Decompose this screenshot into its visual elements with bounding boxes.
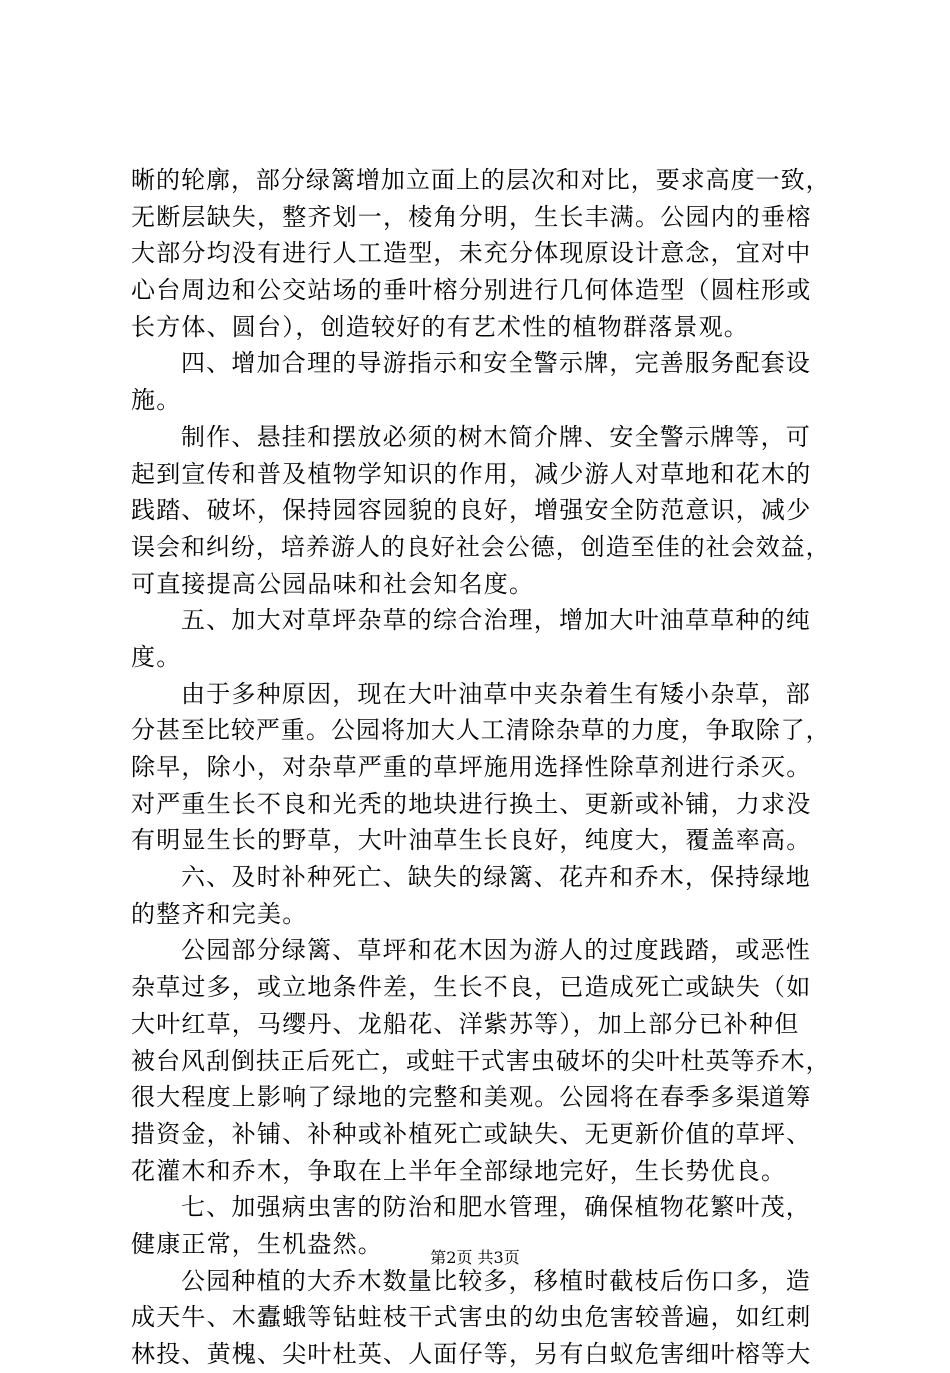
text-line: 的整齐和完美。 xyxy=(131,899,308,928)
text-line: 对严重生长不良和光秃的地块进行换土、更新或补铺，力求没 xyxy=(131,789,812,818)
text-line: 大叶红草，马缨丹、龙船花、洋紫苏等），加上部分已补种但 xyxy=(131,1009,800,1038)
text-line: 被台风刮倒扶正后死亡，或蛀干式害虫破坏的尖叶杜英等乔木， xyxy=(131,1046,831,1075)
text-line: 四、增加合理的导游指示和安全警示牌，完善服务配套设 xyxy=(181,349,811,378)
text-line: 晰的轮廓，部分绿篱增加立面上的层次和对比，要求高度一致， xyxy=(131,166,831,194)
text-line: 健康正常，生机盎然。 xyxy=(131,1229,383,1258)
text-line: 践踏、破坏，保持园容园貌的良好，增强安全防范意识，减少 xyxy=(131,496,812,525)
text-line: 六、及时补种死亡、缺失的绿篱、花卉和乔木，保持绿地 xyxy=(181,863,811,892)
text-line: 心台周边和公交站场的垂叶榕分别进行几何体造型（圆柱形或 xyxy=(131,276,812,305)
text-line: 成天牛、木蠹蛾等钻蛀枝干式害虫的幼虫危害较普遍，如红刺 xyxy=(131,1303,812,1332)
text-line: 可直接提高公园品味和社会知名度。 xyxy=(131,569,535,598)
text-line: 措资金，补铺、补种或补植死亡或缺失、无更新价值的草坪、 xyxy=(131,1119,812,1148)
text-line: 有明显生长的野草，大叶油草生长良好，纯度大，覆盖率高。 xyxy=(131,826,812,855)
text-line: 误会和纠纷，培养游人的良好社会公德，创造至佳的社会效益， xyxy=(131,532,831,561)
text-line: 公园部分绿篱、草坪和花木因为游人的过度践踏，或恶性 xyxy=(181,936,811,965)
text-line: 由于多种原因，现在大叶油草中夹杂着生有矮小杂草，部 xyxy=(181,679,811,708)
text-line: 制作、悬挂和摆放必须的树木简介牌、安全警示牌等，可 xyxy=(181,422,811,451)
text-line: 公园种植的大乔木数量比较多，移植时截枝后伤口多，造 xyxy=(181,1266,811,1295)
page-number-footer: 第2页 共3页 xyxy=(430,1248,520,1267)
text-line: 杂草过多，或立地条件差，生长不良，已造成死亡或缺失（如 xyxy=(131,973,812,1002)
document-body xyxy=(131,162,831,1373)
text-line: 大部分均没有进行人工造型，未充分体现原设计意念，宜对中 xyxy=(131,239,812,268)
text-line: 长方体、圆台），创造较好的有艺术性的植物群落景观。 xyxy=(131,312,749,341)
text-line: 度。 xyxy=(131,642,182,671)
text-line: 七、加强病虫害的防治和肥水管理，确保植物花繁叶茂， xyxy=(181,1193,811,1222)
text-line: 五、加大对草坪杂草的综合治理，增加大叶油草草种的纯 xyxy=(181,606,811,635)
text-line: 林投、黄槐、尖叶杜英、人面仔等，另有白蚁危害细叶榕等大 xyxy=(131,1340,812,1368)
text-line: 很大程度上影响了绿地的完整和美观。公园将在春季多渠道筹 xyxy=(131,1083,812,1112)
text-line: 无断层缺失，整齐划一，棱角分明，生长丰满。公园内的垂榕 xyxy=(131,202,812,231)
text-line: 除早，除小，对杂草严重的草坪施用选择性除草剂进行杀灭。 xyxy=(131,753,812,781)
text-line: 花灌木和乔木，争取在上半年全部绿地完好，生长势优良。 xyxy=(131,1156,787,1185)
text-line: 分甚至比较严重。公园将加大人工清除杂草的力度，争取除了， xyxy=(131,716,831,745)
text-line: 起到宣传和普及植物学知识的作用，减少游人对草地和花木的 xyxy=(131,459,812,488)
text-line: 施。 xyxy=(131,386,182,415)
